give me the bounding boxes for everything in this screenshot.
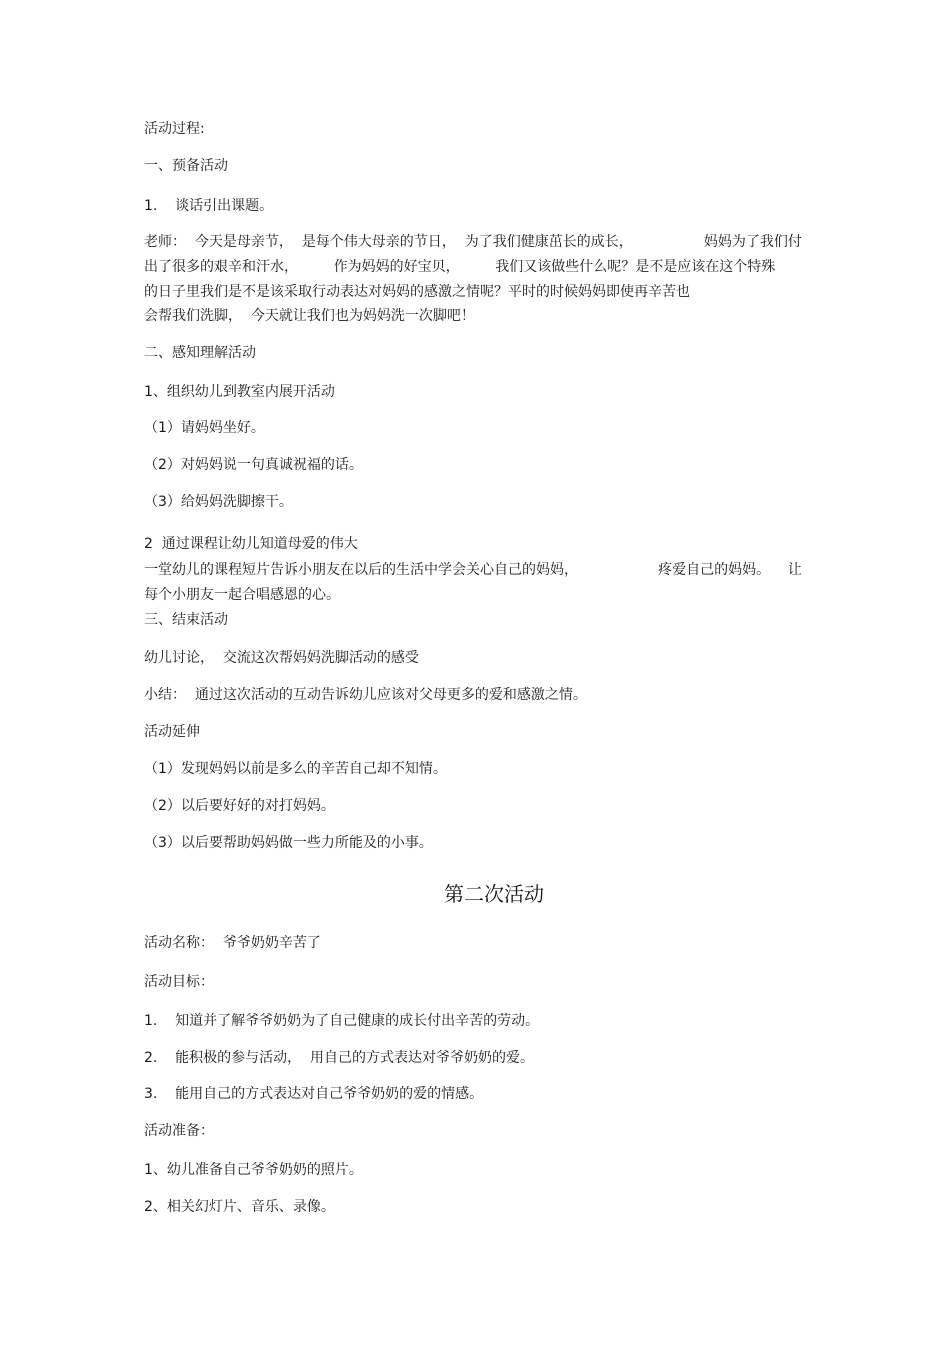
section3-summary: 小结： 通过这次活动的互动告诉幼儿应该对父母更多的爱和感激之情。 [144,687,587,703]
goals-heading: 活动目标： [144,974,214,990]
activity-name: 活动名称： 爷爷奶奶辛苦了 [144,935,321,951]
teacher-paragraph-line-2: 出了很多的艰辛和汗水， 作为妈妈的好宝贝， 我们又该做些什么呢？是不是应该在这个特殊 [144,259,776,275]
extension-item-1: （1）发现妈妈以前是多么的辛苦自己却不知情。 [144,761,447,777]
section1-item-1: 1. 谈话引出课题。 [144,198,274,214]
goal-2: 2. 能积极的参与活动， 用自己的方式表达对爷爷奶奶的爱。 [144,1050,535,1066]
section2-sub-3: （3）给妈妈洗脚擦干。 [144,494,293,510]
prep-item-1: 1、幼儿准备自己爷爷奶奶的照片。 [144,1162,363,1178]
goal-3: 3. 能用自己的方式表达对自己爷爷奶奶的爱的情感。 [144,1086,484,1102]
prep-heading: 活动准备： [144,1123,214,1139]
prep-item-2: 2、相关幻灯片、音乐、录像。 [144,1199,335,1215]
extension-heading: 活动延伸 [144,724,200,740]
process-heading: 活动过程: [144,121,205,137]
section1-heading: 一、预备活动 [144,158,228,174]
section2-item-1: 1、组织幼儿到教室内展开活动 [144,384,335,400]
section2-sub-1: （1）请妈妈坐好。 [144,420,265,436]
teacher-paragraph-line-4: 会帮我们洗脚， 今天就让我们也为妈妈洗一次脚吧！ [144,308,475,324]
section2-item-2-line-2: 每个小朋友一起合唱感恩的心。 [144,587,340,603]
second-activity-title: 第二次活动 [444,882,544,906]
section2-sub-2: （2）对妈妈说一句真诚祝福的话。 [144,457,363,473]
goal-1: 1. 知道并了解爷爷奶奶为了自己健康的成长付出辛苦的劳动。 [144,1013,540,1029]
section2-heading: 二、感知理解活动 [144,345,256,361]
teacher-paragraph-line-3: 的日子里我们是不是该采取行动表达对妈妈的感激之情呢？平时的时候妈妈即使再辛苦也 [144,284,690,300]
extension-item-2: （2）以后要好好的对打妈妈。 [144,798,335,814]
section2-item-2: 2 通过课程让幼儿知道母爱的伟大 [144,536,358,552]
teacher-paragraph-line-1: 老师： 今天是母亲节， 是每个伟大母亲的节日， 为了我们健康茁长的成长， 妈妈为了我们付 [144,234,802,250]
section3-discussion: 幼儿讨论， 交流这次帮妈妈洗脚活动的感受 [144,650,419,666]
extension-item-3: （3）以后要帮助妈妈做一些力所能及的小事。 [144,835,433,851]
section2-item-2-line-1: 一堂幼儿的课程短片告诉小朋友在以后的生活中学会关心自己的妈妈， 疼爱自己的妈妈。 让 [144,562,802,578]
section3-heading: 三、结束活动 [144,612,228,628]
